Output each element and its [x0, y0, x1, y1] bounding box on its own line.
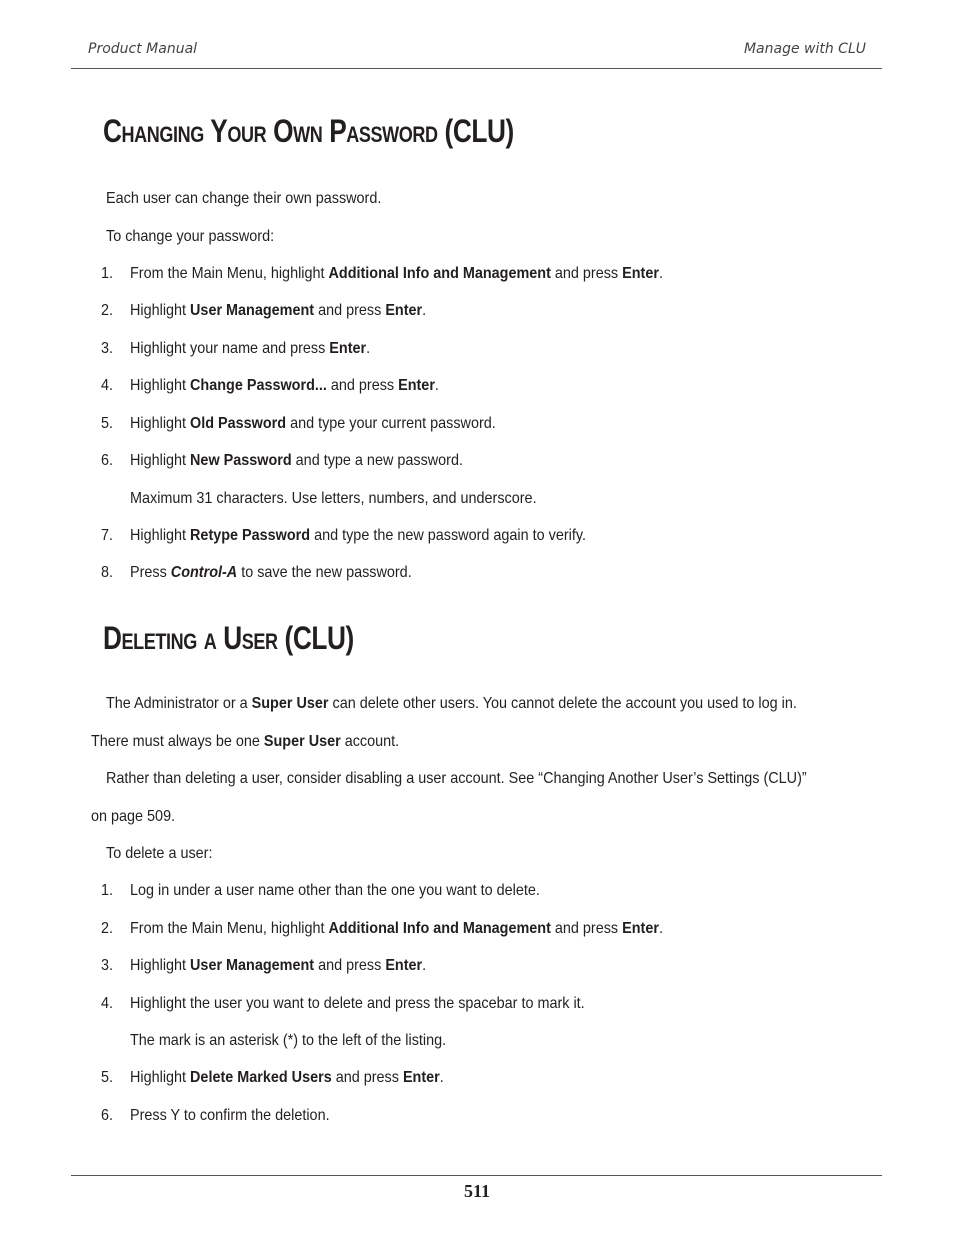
step-text: Highlight Change Password... and press Enter.	[130, 377, 439, 394]
step-text: Highlight Retype Password and type the new password again to verify.	[130, 527, 586, 544]
header-rule	[71, 68, 882, 69]
running-header-left: Product Manual	[88, 41, 198, 57]
lead-text: To change your password:	[106, 228, 275, 245]
body-paragraph: The Administrator or a Super User can delete other users. You cannot delete the account you used to log in.	[106, 695, 797, 712]
step-text: Log in under a user name other than the one you want to delete.	[130, 882, 540, 899]
step-text: Press Y to confirm the deletion.	[130, 1107, 330, 1124]
section-title-changing-password: CHANGING YOUR OWN PASSWORD (CLU)	[103, 113, 514, 149]
section-title-deleting-user: DELETING A USER (CLU)	[103, 620, 354, 656]
step-text: Highlight Delete Marked Users and press Enter.	[130, 1069, 444, 1086]
step-text: Highlight User Management and press Enter.	[130, 957, 427, 974]
step-number: 2.	[101, 920, 114, 937]
step-number: 4.	[101, 377, 114, 394]
step-number: 6.	[101, 1107, 114, 1124]
running-header-right: Manage with CLU	[743, 41, 866, 57]
step-number: 6.	[101, 452, 114, 469]
step-number: 3.	[101, 340, 114, 357]
body-paragraph-continued: There must always be one Super User account.	[91, 733, 400, 750]
step-text: Highlight the user you want to delete and press the spacebar to mark it.	[130, 995, 585, 1012]
page-reference-link[interactable]: on page 509.	[91, 808, 176, 825]
footer-rule	[71, 1175, 882, 1176]
step-text: Highlight your name and press Enter.	[130, 340, 371, 357]
body-paragraph: Rather than deleting a user, consider disabling a user account. See “Changing Another User’s Settings (CLU)”	[106, 770, 807, 787]
step-number: 8.	[101, 564, 114, 581]
page-number: 511	[463, 1181, 490, 1201]
step-note: Maximum 31 characters. Use letters, numbers, and underscore.	[130, 490, 537, 507]
lead-text: To delete a user:	[106, 845, 213, 862]
step-number: 1.	[101, 265, 114, 282]
step-number: 2.	[101, 302, 114, 319]
step-number: 3.	[101, 957, 114, 974]
step-note: The mark is an asterisk (*) to the left of the listing.	[130, 1032, 447, 1049]
step-number: 4.	[101, 995, 114, 1012]
step-text: Highlight New Password and type a new password.	[130, 452, 463, 469]
step-text: Highlight Old Password and type your current password.	[130, 415, 496, 432]
intro-text: Each user can change their own password.	[106, 190, 382, 207]
step-number: 7.	[101, 527, 114, 544]
step-text: From the Main Menu, highlight Additional Info and Management and press Enter.	[130, 265, 663, 282]
step-text: From the Main Menu, highlight Additional Info and Management and press Enter.	[130, 920, 663, 937]
step-number: 5.	[101, 1069, 114, 1086]
step-text: Press Control-A to save the new password.	[130, 564, 412, 581]
step-number: 5.	[101, 415, 114, 432]
step-text: Highlight User Management and press Enter.	[130, 302, 427, 319]
step-number: 1.	[101, 882, 114, 899]
